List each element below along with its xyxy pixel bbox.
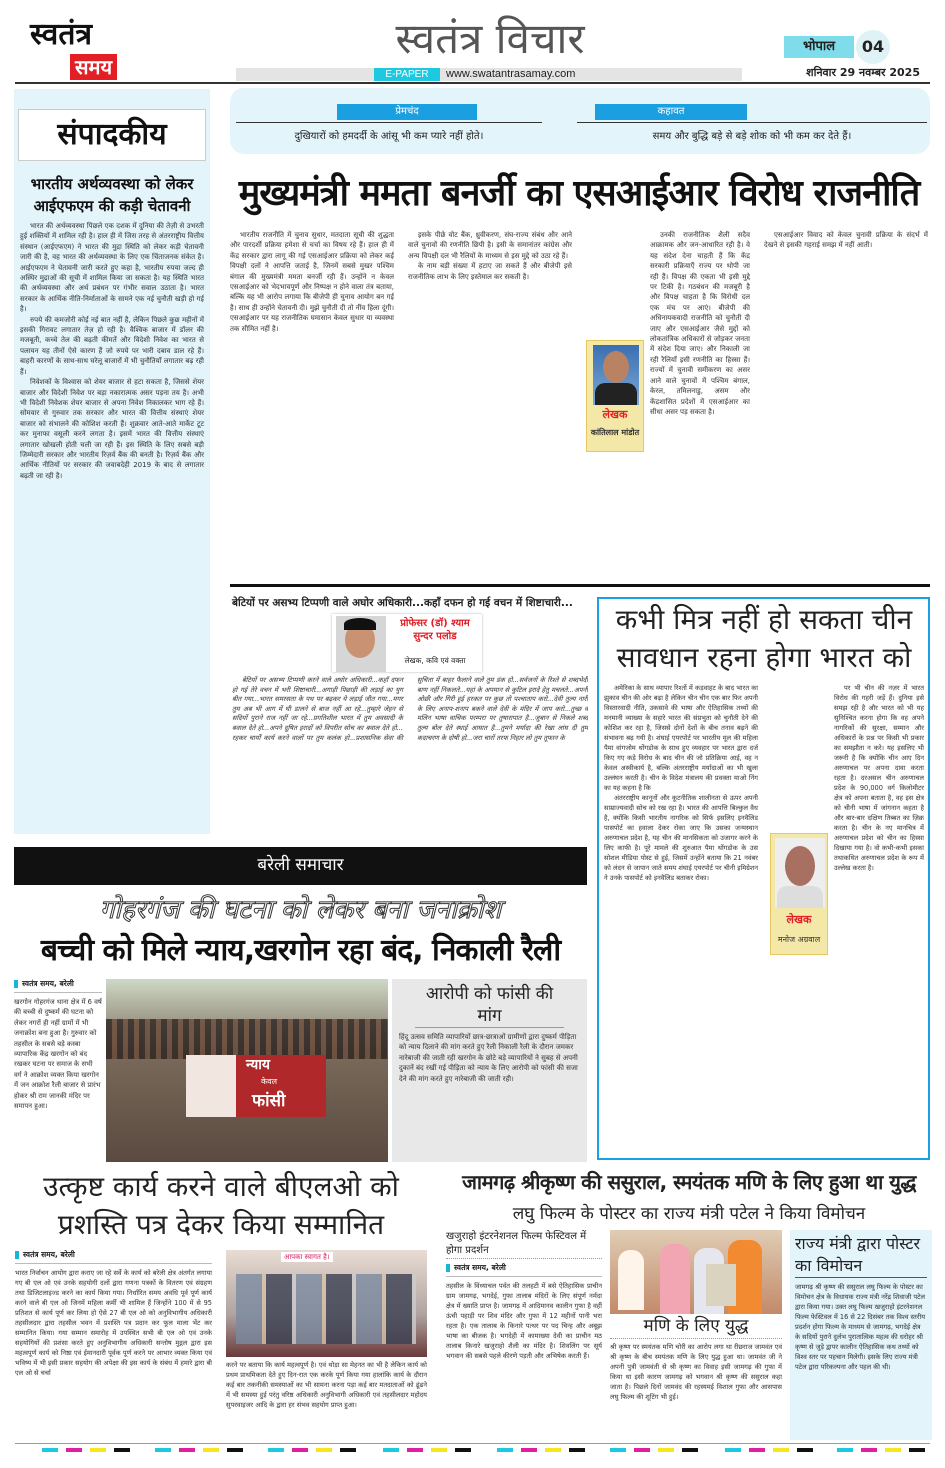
registration-marks <box>155 1448 243 1452</box>
logo-top: स्वतंत्र <box>30 17 93 52</box>
jamgarh-article <box>446 1168 932 1440</box>
registration-marks <box>42 1448 130 1452</box>
quote-author-kahavat: कहावत <box>595 104 747 120</box>
jamgarh-body: तहसील के विंध्याचल पर्वत की तलहटी में बसे ऐतिहासिक प्राचीन ग्राम जामगढ़, भगदेई, गुफा तालाब मंदिरों के लिए संपूर्ण नर्मदा क्षेत्र में ख्याति प्राप्त है। जामगढ़ में आदिमानव कालीन गुफा है वहीं ऊंची पहाड़ी पर शिव मंदिर और गुफा में 12 महीनों पानी भरा रहता है। एक तालाब के किनारे पत्थर पर पद चिन्ह और अबूझ भाषा का बीजक है। भगदेही में कामाख्या देवी का प्राचीन मठ तालाब किनारे खजुराहो शैली का मंदिर है। शिवलिंग पर सूर्य भगवान की सबसे पहले कीरणे पड़ती और अभिषेक करती हैं। <box>446 1282 602 1360</box>
epaper-label: E-PAPER <box>374 68 440 81</box>
author-photo-palod <box>332 614 482 672</box>
editorial-headline: भारतीय अर्थव्यवस्था को लेकर आईएफएम की कड़ी चेतावनी <box>30 175 194 215</box>
blo-headline: उत्कृष्ट कार्य करने वाले बीएलओ को प्रशस्ति पत्र देकर किया सम्मानित <box>43 1170 399 1241</box>
quotes-banner <box>230 88 930 154</box>
rally-photo <box>106 979 388 1162</box>
side-body: हिंदू उत्सव समिति व्यापारियों छात्र-छात्राओं ग्रामीणों द्वारा दुष्कर्म पीड़िता को न्याय दिलाने की मांग करते हुए रैली निकाली रैली के दौरान जमकर नारेबाजी की जाती रही खरगोन के छोटे बड़े व्यापारियों ने सुबह से अपनी दुकानें बंद रखीं गई पीड़िता को न्याय के लिए आरोपी को फांसी की सजा देने की मांग करते हुए नारेबाजी की जाती रही। <box>399 1033 578 1083</box>
page-number: 04 <box>856 30 890 64</box>
china-body-column: अमेरिका के साथ व्यापार रिश्तों में कड़वाहट के बाद भारत का झुकाव चीन की ओर बढ़ा है लेकिन चीन चीन एक बार फिर अपनी विस्तारवादी नीति, उकसावे की भाषा और ऐतिहासिक तथ्यों की मनमानी व्याख्या के सहारे भारत की संप्रभुता को चुनौती देने की कोशिश कर रहा है, जिससे दोनों देशों के बीच तनाव बढ़ने की संभावना बढ़ गयी है। शंघाई एयरपोर्ट पर भारतीय मूल की महिला पैमा वांगजोम थोंगडोक के साथ हुए व्यवहार पर भारत द्वारा दर्ज किए गए कड़े विरोध के बाद चीन की जो प्रतिक्रिया आई, वह न केवल अस्वीकार्य है, बल्कि अंतरराष्ट्रीय मर्यादाओं का भी खुला उल्लंघन करती है। चीन के विदेश मंत्रालय की प्रवक्ता माओ निंग का यह कहना है कि अंतरराष्ट्रीय कानूनों और कूटनीतिक शालीनता से ऊपर अपनी साम्राज्यवादी सोच को रख रहा है। भारत की आपत्ति बिल्कुल वैध है, क्योंकि किसी भारतीय नागरिक को सिर्फ इसलिए इनवैलिड पासपोर्ट का हवाला देकर रोका जाए कि उसका जन्मस्थान अरुणाचल प्रदेश है, यह चीन की मानसिकता को उजागर करने के लिए काफी है। पूरे मामले की शुरुआत पैमा थोंगडोक के उस सोशल मीडिया पोस्ट से हुई, जिसमें उन्होंने बताया कि 21 नवंबर को लंदन से जापान जाते समय शंघाई एयरपोर्ट पर चीनी इमिग्रेशन ने उनके पासपोर्ट को इनवैलिड बताकर रोका। <box>604 684 758 882</box>
registration-marks <box>610 1448 698 1452</box>
banner-text: फांसी <box>252 1091 286 1111</box>
side-box <box>392 979 587 1162</box>
blo-text-column <box>15 1250 212 1440</box>
author-role: लेखक, कवि एवं वक्ता <box>404 656 466 665</box>
byline: स्वतंत्र समय, बरेली <box>15 1250 212 1264</box>
quote-author-premchand: प्रेमचंद <box>337 104 477 120</box>
blo-photo-column <box>226 1250 427 1440</box>
editorial-body: भारत की अर्थव्यवस्था पिछले एक दशक में दुनिया की तेज़ी से उभरती हुई शक्तियों में शामिल रही है। हाल ही में जिस तरह से अंतरराष्ट्रीय वित्तीय संस्थान (आईएफएम) ने भारत की मुद्रा स्थिति को लेकर कड़ी चेतावनी जारी की है, वह भारत की अर्थव्यवस्था के लिए एक चिंताजनक संकेत है। आईएफएम ने चेतावनी जारी करते हुए कहा है, भारतीय रुपया जल्द ही अस्थिर मुद्राओं की सूची में शामिल किया जा सकता है। यह स्थिति भारत की अर्थव्यवस्था और अर्थ प्रबंधन पर गंभीर सवाल उठाता है। भारत सरकार के आर्थिक नीति-निर्माताओं के सामने एक नई चुनौती खड़ी हो गई है। रुपये की कमजोरी कोई नई बात नहीं है, लेकिन पिछले कुछ महीनों में इसकी गिरावट लगातार तेज़ हो रही है। वैश्विक बाजार में डॉलर की मजबूती, कच्चे तेल की बढ़ती कीमतें और विदेशी निवेश का भारत से पलायन यह तीनों ऐसे कारण हैं जो रुपये पर भारी दबाव डाल रहे हैं। बाहरी कारणों के साथ-साथ घरेलू बाजारों में भी चुनौतियाँ लगातार बढ़ रही हैं। निवेशकों के विश्वास को शेयर बाजार से हटा सकता है, जिससे शेयर बाजार और विदेशी निवेश पर बड़ा नकारात्मक असर पड़ना तय है। अभी भी विदेशी निवेशक शेयर बाजार से अपना निवेश निकालकर भाग रहे हैं। सोमवार से गुरुवार तक सरकार और भारत की वित्तीय संस्थाएं शेयर बाजार को संभालने की कोशिश करती हैं। शुक्रवार आते-आते मार्केट टूट कर मुनाफा वसूली करने लगता है। इसमें भारत की वित्तीय संस्थाएं लगातार खोखली होती चली जा रही हैं। इस स्थिति के लिए सबसे बड़ी जिम्मेदारी सरकार और भारतीय रिज़र्व बैंक की बनती है। रिज़र्व बैंक और आर्थिक नीतियों पर सरकार की जवाबदेही 2019 के बाद से लगातार बढ़ती जा रही है। <box>20 222 204 480</box>
masthead-title: स्वतंत्र विचार <box>395 14 585 63</box>
website-url[interactable]: www.swatantrasamay.com <box>446 68 576 80</box>
blo-content <box>15 1250 427 1440</box>
date: शनिवार 29 नवम्बर 2025 <box>806 66 920 79</box>
footer-rule <box>15 1443 930 1444</box>
main-story <box>230 166 928 580</box>
jamgarh-side-box <box>790 1230 932 1440</box>
byline: स्वतंत्र समय, बरेली <box>446 1263 602 1277</box>
editorial-column <box>14 89 210 834</box>
header-rule <box>15 82 930 84</box>
satire-body: बेटियों पर असभ्य टिप्पणी करने वाले अघोर अधिकारी...कहाँ दफन हो गई तेरे वचन में भरी शिष्टाचारी...अगाड़ी पिछाड़ी की लड़ाई का युग बीत गया...भारत समरसता के पथ पर बढ़कर ये लड़ाई जीत गया...मगर तुम अब भी आग में घी डालने से बाज नहीं आ रहे...तुम्हारे जेहन से सदियों पुराने राज नहीं जा रहे...प्रगतिशील भारत में तुम अवसादी के बवाल देते हो...अपने दूषित इरादों को विपरीत सोच का बवाल देते हो... रहकर चार्यों कार्य करने वालों पर तुम कलंक हो...प्रशासनिक सेवा की सुचिता में बाहर फैलाने वाले तुम डंक हो...सर्वजनों के रिश्ते से शब्दभेदी बाण नहीं निकलते...यहां के अपमान से कुटिल इरादे हेतु मचलते...अपनी ओछी और गिरी हुई हरकत पर कुछ तो पश्चाताप करो...देवी तुल्य नारी के लिए अनाप-शनाप बकने वाले देवी के मंदिर में जाप करो...तुच्छ व मलिन भाषा वाचिक परम्परा पर तुषारापात है...जुबान से निकले शब्द तुल्य बोल देते स्थाई आघात है...तुमने मर्यादा की रेखा लांघ दी तुम कदाचरण के दोषी हो...जरा चारों तरफ निहार लो तुम तूफान के <box>232 676 588 742</box>
registration-marks <box>268 1448 356 1452</box>
jamgarh-headline: जामगढ़ श्रीकृष्ण की ससुराल, स्मयंतक मणि के लिए हुआ था युद्ध <box>462 1170 916 1194</box>
main-body-column: लेखक कांतिलाल मांडोत उनकी राजनीतिक शैली सदैव आक्रामक और जन-आधारित रही है। वे यह संदेश देना चाहती हैं कि केंद्र सरकारी प्रक्रियाएँ राज्य पर थोपी जा रही हैं। विपक्ष की एकता भी इसी मुद्दे पर टिकी है। गठबंधन की मजबूरी है और विपक्ष चाहता है कि विरोधी दल एक मंच पर आएं। बीजेपी की अधिनायकवादी राजनीति को चुनौती दी जाए और एसआईआर जैसे मुद्दों को लोकतांत्रिक अधिकारों से जोड़कर जनता में संदेश दिया जाए। और निकाली जा रही रैलियाँ इसी रणनीति का हिस्सा हैं। राज्यों में चुनावी समीकरण का असर आने वाले चुनावों में पश्चिम बंगाल, केरल, तमिलनाडु, असम और केंद्रशासित प्रदेशों में एसआईआर का सीधा असर पड़ सकता है। <box>586 230 750 580</box>
mid-body: श्री कृष्ण पर स्मयंतक मणि चोरी का आरोप लगा था रीछराज जामवंत एवं श्री कृष्ण के बीच स्मयंतक मणि के लिए युद्ध हुआ था। जामवंत जी ने अपनी पुत्री जामवंती से श्री कृष्ण का विवाह इसी जामगढ़ की गुफा में किया था इसी कारण जामगढ़ को भगवान श्री कृष्ण की ससुराल कहा जाता है। पिछले दिनों जामवंद की रहस्यमई विशाल गुफा और आसपास लघु फिल्म की शूटिंग भी हुई। <box>610 1343 782 1401</box>
author-photo-manoj <box>770 833 828 955</box>
bareli-text-column <box>14 979 102 1162</box>
china-article <box>604 601 924 1156</box>
side-headline: आरोपी को फांसी की मांग <box>415 983 564 1028</box>
box-body: जामगढ़ श्री कृष्ण की ससुराल लघु फिल्म के पोस्टर का विमोचन क्षेत्र के विधायक राज्य मंत्री नरेंद्र शिवाजी पटेल द्वारा किया गया। उक्त लघु फिल्म खजुराहो इंटरनेशनल फिल्म फेस्टिवल में 16 से 22 दिसंबर तक विश्व स्तरीय प्रदर्शन होगा फिल्म के माध्यम से जामगढ़, भगदेई क्षेत्र के सदियों पुराने दुर्लभ पुरातात्विक महत्व की धरोहर श्री कृष्ण से जुड़े द्वापर कालीन ऐतिहासिक कथ तथ्यों को विश्व स्तर पर पहचान मिलेगी। इसके लिए राज्य मंत्री पटेल द्वारा परिकल्पना और पहल की थी। <box>795 1283 926 1371</box>
bareli-body: खरगोन गोहरगंज थाना क्षेत्र में 6 वर्ष की बच्ची से दुष्कर्म की घटना को लेकर नगरों ही नहीं ग्रामों में भी जनाक्रोश बना हुआ है। गुरुवार को तहसील के सबसे बड़े कस्बा व्यापारिक केंद्र खरगोन को बंद रखकर घटना पर समाज के सभी वर्ग ने आक्रोश व्यक्त किया खरगोन में जन आक्रोश रैली बाजार से प्रारंभ होकर श्री राम जानकी मंदिर पर समापन हुआ। <box>14 998 102 1111</box>
author-name: मनोज अग्रवाल <box>777 935 821 944</box>
registration-marks <box>837 1448 925 1452</box>
mid-headline: मणि के लिए युद्ध <box>610 1314 782 1339</box>
registration-marks <box>383 1448 471 1452</box>
china-headline: कभी मित्र नहीं हो सकता चीन सावधान रहना होगा भारत को <box>615 603 913 674</box>
author-label: लेखक <box>786 913 812 926</box>
quote-text-kahavat: समय और बुद्धि बड़े से बड़े शोक को भी कम कर देते हैं। <box>652 131 852 142</box>
china-body-column: लेखक मनोज अग्रवाल पर भी चीन की नज़र में भारत विरोध की गहरी जड़ें हैं। दुनिया इसे समझ रही है और भारत को भी यह सुनिश्चित करना होगा कि वह अपने नागरिकों की सुरक्षा, सम्मान और अधिकारों के प्रश्न पर किसी भी प्रकार का समझौता न करे। यह इसलिए भी जरूरी है कि क्योंकि चीन आए दिन अरुणाचल पर अपना दावा करता रहता है। दरअसल चीन अरुणाचल प्रदेश के 90,000 वर्ग किलोमीटर क्षेत्र को अपना बताता है, वह इस क्षेत्र को चीनी भाषा में जांगनान कहता है और बार-बार दक्षिण तिब्बत का ज़िक्र करता है। चीन के नए मानचित्र में अरुणाचल प्रदेश को चीन का हिस्सा दिखाया गया है। वो कभी-कभी इसका तथाकथित अरुणाचल प्रदेश के रूप में उल्लेख करता है। <box>770 683 924 1156</box>
quote-text-premchand: दुखियारों को हमदर्दी के आंसू भी कम प्यारे नहीं होते। <box>294 131 484 142</box>
logo <box>30 18 122 82</box>
bareli-section <box>14 847 587 1162</box>
main-headline: मुख्यमंत्री ममता बनर्जी का एसआईआर विरोध राजनीति <box>238 173 920 214</box>
editorial-label: संपादकीय <box>18 109 206 161</box>
jamgarh-content <box>446 1230 932 1440</box>
jamgarh-kicker: खजुराहो इंटरनेशनल फिल्म फेस्टिवल में होगा प्रदर्शन <box>446 1230 602 1259</box>
author-label: लेखक <box>602 408 628 421</box>
main-body-column: इसके पीछे वोट बैंक, ध्रुवीकरण, संघ-राज्य संबंध और आने वाले चुनावों की रणनीति छिपी है। इसी के समानांतर कांग्रेस और अन्य विपक्षी दल भी रैलियों के माध्यम से इस मुद्दे को उठा रहे हैं। के नाम बड़ी संख्या में हटाए जा सकते हैं और बीजेपी इसे राजनीतिक लाभ के लिए इस्तेमाल कर सकती है। <box>408 231 572 281</box>
bareli-headline: बच्ची को मिले न्याय,खरगोन रहा बंद, निकाली रैली <box>40 933 561 968</box>
blo-photo <box>226 1250 427 1357</box>
main-body-column: भारतीय राजनीति में चुनाव सुधार, मतदाता सूची की शुद्धता और पारदर्शी प्रक्रिया हमेशा से चर्चा का विषय रहे हैं। हाल ही में केंद्र सरकार द्वारा लागू की गई एसआईआर प्रक्रिया को लेकर कई विपक्षी दलों ने आपत्ति जताई है, जिनमें सबसे मुखर पश्चिम बंगाल की मुख्यमंत्री ममता बनर्जी रही हैं। उन्होंने न केवल एसआईआर को भेदभावपूर्ण और निष्पक्ष न होने वाला तंत्र बताया, बल्कि यह भी आरोप लगाया कि बीजेपी ही चुनाव आयोग बन गई है। साथ ही उन्होंने चेतावनी दी। मुझे चुनौती दी तो नींव हिला दूंगी। एसआईआर पर यह राजनीतिक घमासान केवल सुधार या व्यवस्था तक सीमित नहीं है। <box>230 231 394 333</box>
section-rule <box>230 584 930 587</box>
jamgarh-photo-column <box>610 1230 782 1440</box>
author-name: प्रोफेसर (डॉ) श्याम सुन्दर पलोड <box>400 618 470 642</box>
quote-rule <box>577 122 927 123</box>
byline: स्वतंत्र समय, बरेली <box>14 979 102 993</box>
bareli-kicker: गोहरगंज की घटना को लेकर बना जनाक्रोश <box>99 895 502 925</box>
author-photo-kantilal <box>586 340 644 452</box>
main-body-column: एसआईआर विवाद को केवल चुनावी प्रक्रिया के संदर्भ में देखने से इसकी गहराई समझ में नहीं आती। <box>764 231 928 250</box>
city-label: भोपाल <box>784 36 854 58</box>
blo-body-cont: करने पर बताया कि कार्य महत्वपूर्ण है। एवं थोड़ा सा मेहनत का भी है लेकिन कार्य को प्रथम प्राथमिकता देते हुए दिन-रात एक करके पूर्ण किया गया हालांकि कार्य के दौरान कई बार तकनीकी समस्याओं का भी सामना करना पड़ा कई बार मतदाताओं को ढूंढने में भी समस्या हुई परंतु वरिष्ठ अधिकारी अनुविभागी अधिकारी एवं तहसीलदार महोदय सुपरवाइजर आदि के द्वारा हर संभव सहयोग प्राप्त हुआ। <box>226 1361 427 1409</box>
logo-bottom: समय <box>70 54 117 80</box>
satire-article <box>232 596 588 844</box>
registration-marks <box>497 1448 585 1452</box>
welcome-sign: आपका स्वागत है। <box>281 1252 333 1262</box>
bareli-content <box>14 979 587 1162</box>
box-headline: राज्य मंत्री द्वारा पोस्टर का विमोचन <box>795 1233 927 1278</box>
banner-text: न्याय <box>246 1057 270 1073</box>
blo-body: भारत निर्वाचन आयोग द्वारा कराए जा रहे सर्वे के कार्य को बरेली क्षेत्र अंतर्गत लगाया गए बी एल ओ एवं उनके सहयोगी दलों द्वारा गणना पत्रकों के वितरण एवं संग्रहण तथा डिजिटलाइज्ड करने का कार्य किया गया। निर्धारित समय अवधि पूर्व पूर्ण कार्य करने वाले बी एल ओ जिनमें महिला कर्मी भी शामिल हैं जिन्होंने 100 में से 95 प्रतिशत से कार्य पूर्ण कर लिया हो ऐसे 27 बी एल ओ को अनुविभागीय अधिकारी तहसीलदार द्वारा तहसील भवन में प्रशस्ति पत्र प्रदान कर फूल माला भेंट कर सम्मानित किया। गया सम्मान समारोह में उपस्थित सभी बी एल ओ एवं उनके सहयोगियों की प्रशंसा करते हुए अनुविभागीय अधिकारी सन्तोष मुद्गल द्वारा इस महत्वपूर्ण कार्य को निष्ठा एवं ईमानदारी पूर्वक पूर्ण करने पर आभार व्यक्त किया एवं भविष्य में भी इसी प्रकार सहयोग की अपेक्षा की इस कार्य के संबंध में हमारे द्वारा बी एल ओ से चर्चा <box>15 1269 212 1377</box>
poster-release-photo <box>610 1230 782 1314</box>
blo-article <box>15 1168 427 1440</box>
author-name: कांतिलाल मांडोत <box>590 428 640 437</box>
quote-rule <box>236 122 542 123</box>
jamgarh-text-column <box>446 1230 602 1440</box>
satire-headline: बेटियों पर असभ्य टिप्पणी वाले अघोर अधिकारी...कहाँ दफन हो गई वचन में शिष्टाचारी... <box>232 597 573 609</box>
banner-text: केवल <box>261 1077 278 1086</box>
jamgarh-subhead: लघु फिल्म के पोस्टर का राज्य मंत्री पटेल ने किया विमोचन <box>512 1204 866 1224</box>
main-body <box>230 230 928 580</box>
china-body <box>604 683 924 1156</box>
bareli-section-bar: बरेली समाचार <box>14 847 587 885</box>
registration-marks <box>725 1448 813 1452</box>
